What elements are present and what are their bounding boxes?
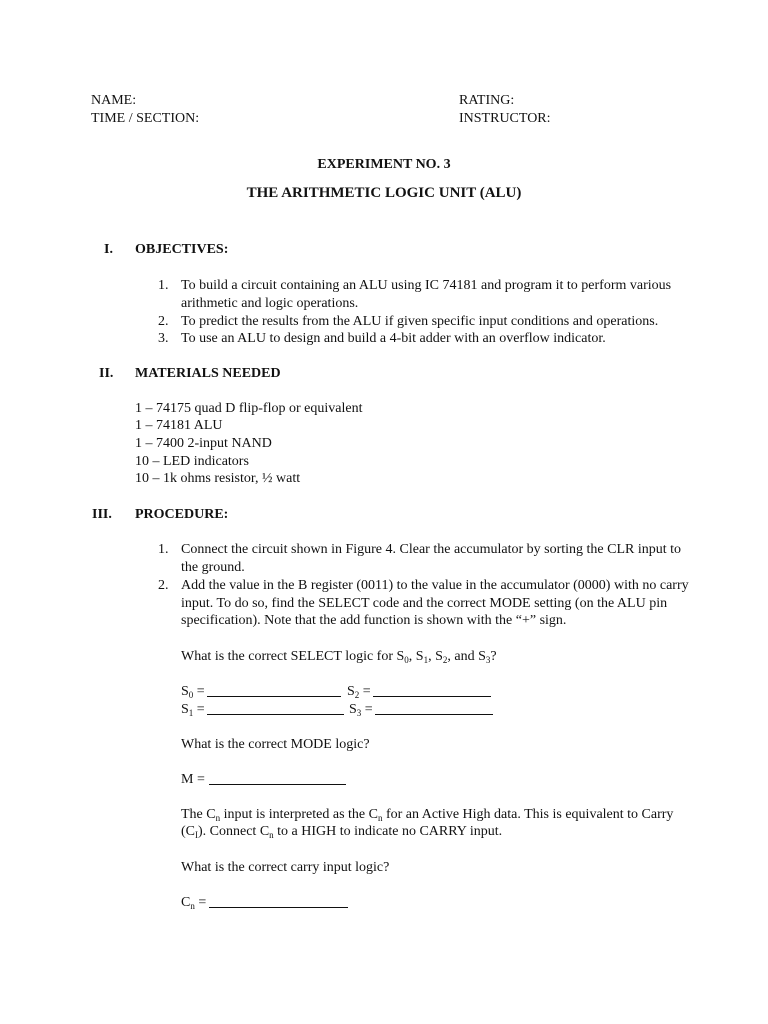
- s2-label: $S_2$ =: [347, 684, 371, 700]
- name-label: NAME:: [91, 93, 137, 108]
- cn-answer-blank[interactable]: [209, 895, 348, 908]
- carry-explanation-line1: The $C_n$ input is interpreted as the $C_n$ for an Active High data. This is equivalent to Carry: [181, 807, 674, 823]
- s3-label: $S_3$ =: [349, 702, 373, 718]
- material-item: 10 – 1k ohms resistor, ½ watt: [135, 471, 301, 486]
- section-numeral-2: II.: [99, 366, 114, 381]
- s0-answer-blank[interactable]: [207, 684, 341, 697]
- section-numeral-1: I.: [104, 242, 113, 257]
- s3-answer-blank[interactable]: [375, 702, 493, 715]
- materials-heading: MATERIALS NEEDED: [135, 366, 281, 381]
- objectives-heading: OBJECTIVES:: [135, 242, 229, 257]
- cn-label: $C_n$ =: [181, 895, 207, 911]
- step-number: 2.: [158, 578, 169, 593]
- objective-number: 3.: [158, 331, 169, 346]
- objective-number: 1.: [158, 278, 169, 293]
- procedure-heading: PROCEDURE:: [135, 507, 229, 522]
- carry-logic-question: What is the correct carry input logic?: [181, 860, 390, 875]
- select-logic-question: What is the correct SELECT logic for $S_0$, $S_1$, $S_2$, and $S_3$?: [181, 649, 497, 665]
- objective-text: To build a circuit containing an ALU using IC 74181 and program it to perform various: [181, 278, 672, 293]
- mode-logic-question: What is the correct MODE logic?: [181, 737, 370, 752]
- s1-answer-blank[interactable]: [207, 702, 344, 715]
- s1-label: $S_1$ =: [181, 702, 205, 718]
- instructor-label: INSTRUCTOR:: [459, 111, 551, 126]
- objective-text: To use an ALU to design and build a 4-bit adder with an overflow indicator.: [181, 331, 606, 346]
- mode-answer-blank[interactable]: [209, 772, 346, 785]
- s2-answer-blank[interactable]: [373, 684, 491, 697]
- step-text: Add the value in the B register (0011) to the value in the accumulator (0000) with no carry: [181, 578, 689, 593]
- objective-text: To predict the results from the ALU if given specific input conditions and operations.: [181, 314, 659, 329]
- step-text: input. To do so, find the SELECT code and the correct MODE setting (on the ALU pin: [181, 596, 668, 611]
- step-text: Connect the circuit shown in Figure 4. Clear the accumulator by sorting the CLR input to: [181, 542, 682, 557]
- objective-text: arithmetic and logic operations.: [181, 296, 359, 311]
- material-item: 1 – 7400 2-input NAND: [135, 436, 272, 451]
- mode-label: M =: [181, 772, 205, 787]
- section-numeral-3: III.: [92, 507, 112, 522]
- material-item: 1 – 74181 ALU: [135, 418, 223, 433]
- step-text: the ground.: [181, 560, 245, 575]
- s0-label: $S_0$ =: [181, 684, 205, 700]
- step-number: 1.: [158, 542, 169, 557]
- step-text: specification). Note that the add function is shown with the “+” sign.: [181, 613, 567, 628]
- objective-number: 2.: [158, 314, 169, 329]
- rating-label: RATING:: [459, 93, 515, 108]
- carry-explanation-line2: $(C_I)$. Connect $C_n$ to a HIGH to indicate no CARRY input.: [181, 824, 503, 840]
- material-item: 10 – LED indicators: [135, 454, 249, 469]
- experiment-title: THE ARITHMETIC LOGIC UNIT (ALU): [246, 185, 522, 201]
- experiment-number: EXPERIMENT NO. 3: [317, 157, 451, 172]
- material-item: 1 – 74175 quad D flip-flop or equivalent: [135, 401, 363, 416]
- time-section-label: TIME / SECTION:: [91, 111, 200, 126]
